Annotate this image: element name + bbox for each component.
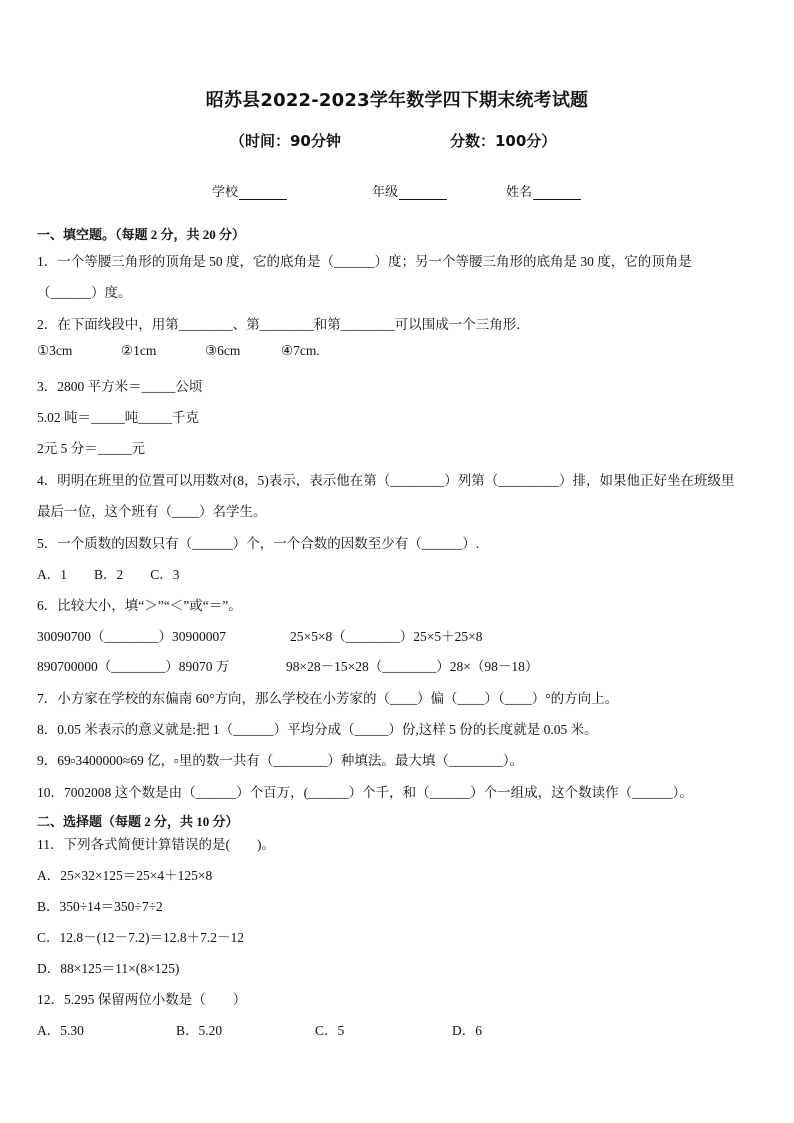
question-4-line-2: 最后一位，这个班有（____）名学生。 [37,504,267,519]
question-12-option-a: A．5.30 [37,1023,84,1038]
section-fill-heading: 一、填空题。（每题 2 分，共 20 分） [37,227,246,242]
question-9: 9．69▫3400000≈69 亿，▫里的数一共有（________）种填法。最大填（________）。 [37,753,524,768]
question-7: 7．小方家在学校的东偏南 60°方向，那么学校在小芳家的（____）偏（____）（____）°的方向上。 [37,691,619,706]
question-3-line-3: 2元 5 分＝_____元 [37,441,145,456]
grade-label: 年级 [372,184,399,199]
question-6: 6．比较大小，填“＞”“＜”或“＝”。 [37,598,242,613]
question-1-line-2: （______）度。 [37,285,132,300]
question-6-item-1: 30090700（________）30900007 [37,629,226,644]
question-5-options: A．1 B．2 C．3 [37,567,180,582]
question-6-item-4: 98×28－15×28（________）28×（98－18） [286,659,539,674]
question-12-option-c: C．5 [315,1023,345,1038]
question-1-line-1: 1．一个等腰三角形的顶角是 50 度，它的底角是（______）度；另一个等腰三角形的底角是 30 度，它的顶角是 [37,254,692,269]
question-6-item-3: 890700000（________）89070 万 [37,659,230,674]
question-2: 2．在下面线段中，用第________、第________和第________可以围成一个三角形． [37,317,530,332]
question-11-option-a: A．25×32×125＝25×4＋125×8 [37,868,213,883]
name-label: 姓名 [506,184,533,199]
question-5: 5．一个质数的因数只有（______）个，一个合数的因数至少有（______）. [37,536,480,551]
question-6-item-2: 25×5×8（________）25×5＋25×8 [290,629,483,644]
question-8: 8．0.05 米表示的意义就是:把 1（______）平均分成（_____）份,这样 5 份的长度就是 0.05 米。 [37,722,598,737]
question-2-option-2: ②1cm [121,343,157,358]
question-4-line-1: 4．明明在班里的位置可以用数对(8，5)表示，表示他在第（________）列第（_________）排，如果他正好坐在班级里 [37,473,735,488]
question-12-option-b: B．5.20 [176,1023,223,1038]
question-11: 11．下列各式简便计算错误的是( )。 [37,837,275,852]
school-label: 学校 [212,184,239,199]
name-blank[interactable] [533,185,581,200]
question-10: 10．7002008 这个数是由（______）个百万，(______）个千，和（______）个一组成，这个数读作（______）。 [37,785,693,800]
question-11-option-b: B．350÷14＝350÷7÷2 [37,899,163,914]
question-2-option-3: ③6cm [205,343,241,358]
question-11-option-d: D．88×125＝11×(8×125) [37,961,180,976]
question-12: 12．5.295 保留两位小数是（ ） [37,992,247,1007]
question-2-option-4: ④7cm. [281,343,320,358]
exam-time: （时间：90分钟 [230,132,341,150]
grade-blank[interactable] [399,185,447,200]
page-title: 昭苏县2022-2023学年数学四下期末统考试题 [205,90,589,111]
school-blank[interactable] [239,185,287,200]
section-choice-heading: 二、选择题（每题 2 分，共 10 分） [37,814,239,829]
question-11-option-c: C．12.8－(12－7.2)＝12.8＋7.2－12 [37,930,244,945]
question-2-option-1: ①3cm [37,343,73,358]
question-3-line-1: 3．2800 平方米＝_____公顷 [37,379,203,394]
question-12-option-d: D．6 [452,1023,482,1038]
exam-score: 分数：100分） [450,132,557,150]
name-field [506,181,581,200]
grade-field [372,181,447,200]
school-field [212,181,287,200]
question-3-line-2: 5.02 吨＝_____吨_____千克 [37,410,199,425]
